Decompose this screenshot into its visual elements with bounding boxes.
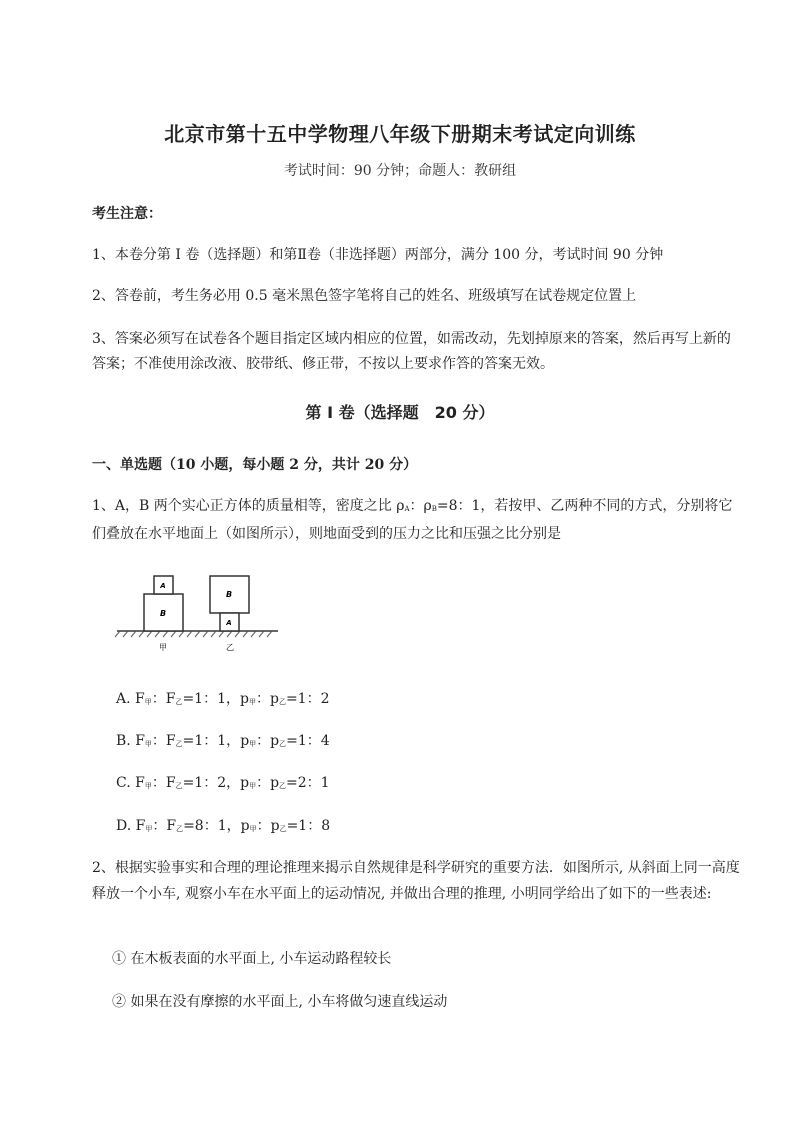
- figure-label-jia: 甲: [159, 643, 167, 652]
- option-d[interactable]: D. F甲：F乙=8：1，p甲：p乙=1：8: [116, 818, 331, 834]
- q2-statement-1: ① 在木板表面的水平面上, 小车运动路程较长: [112, 951, 392, 967]
- section-heading: 第 I 卷（选择题 20 分）: [305, 403, 495, 422]
- q1-text-mid: ：ρ: [409, 498, 432, 514]
- figure-label-yi: 乙: [226, 643, 234, 652]
- part-heading: 一、单选题（10 小题，每小题 2 分，共计 20 分）: [92, 457, 418, 473]
- q1-text-post: =8：1，若按甲、乙两种不同的方式，分别将它们叠放在水平地面上（如图所示），则地面受到的压力之比和压强之比分别是: [92, 498, 733, 542]
- option-b[interactable]: B. F甲：F乙=1：1，p甲：p乙=1：4: [116, 733, 330, 749]
- notice-item-3: 3、答案必须写在试卷各个题目指定区域内相应的位置，如需改动，先划掉原来的答案，然后再写上新的答案；不准使用涂改液、胶带纸、修正带，不按以上要求作答的答案无效。: [92, 331, 731, 372]
- q1-text-pre: 1、A，B 两个实心正方体的质量相等，密度之比 ρ: [92, 498, 405, 514]
- exam-info: 考试时间：90 分钟；命题人：教研组: [283, 163, 517, 179]
- q2-statement-2: ② 如果在没有摩擦的水平面上, 小车将做匀速直线运动: [112, 994, 448, 1010]
- figure-yi-label-b: B: [225, 590, 233, 599]
- figure-jia-label-a: A: [160, 582, 166, 590]
- q1-subscript-a: A: [404, 505, 410, 513]
- question-1-text: [92, 494, 742, 547]
- option-a[interactable]: A. F甲：F乙=1：1，p甲：p乙=1：2: [116, 691, 330, 707]
- notice-item-1: 1、本卷分第 I 卷（选择题）和第Ⅱ卷（非选择题）两部分，满分 100 分，考试时间 90 分钟: [92, 247, 664, 263]
- figure-yi-label-a: A: [226, 619, 232, 627]
- question-1-figure: [112, 570, 282, 655]
- notice-item-2: 2、答卷前，考生务必用 0.5 毫米黑色签字笔将自己的姓名、班级填写在试卷规定位置上: [92, 288, 637, 304]
- page-title: 北京市第十五中学物理八年级下册期末考试定向训练: [164, 122, 636, 146]
- option-c[interactable]: C. F甲：F乙=1：2，p甲：p乙=2：1: [116, 775, 330, 791]
- question-2-text: 2、根据实验事实和合理的理论推理来揭示自然规律是科学研究的重要方法．如图所示, 从斜面上同一高度释放一个小车, 观察小车在水平面上的运动情况, 并做出合理的推理, 小明同学给出了如下的一些表述:: [92, 860, 740, 902]
- figure-jia-label-b: B: [159, 609, 167, 618]
- q1-subscript-b: B: [431, 505, 437, 513]
- notice-heading: 考生注意：: [92, 206, 162, 222]
